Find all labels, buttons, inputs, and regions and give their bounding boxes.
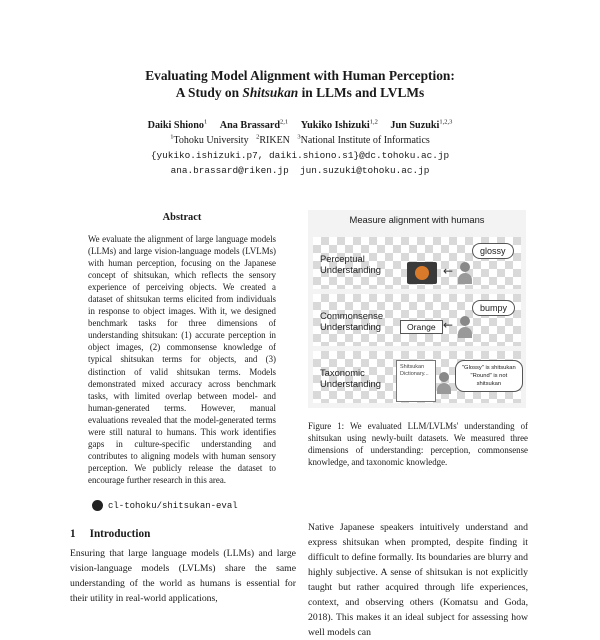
section-heading: 1 Introduction (70, 528, 151, 540)
person-icon (458, 316, 472, 338)
panel-label: Commonsense Understanding (320, 310, 384, 332)
affiliations: $^1$Tohoku University $^2$RIKEN $^3$National Institute of Informatics (170, 133, 430, 146)
paper-title-line1: Evaluating Model Alignment with Human Perception: (145, 68, 455, 83)
object-box: Orange (400, 320, 443, 334)
dictionary-list: Shitsukan Dictionary... (396, 360, 436, 402)
github-icon (92, 500, 103, 511)
author: Daiki Shiono$^1$ (147, 118, 208, 131)
repo-text: cl-tohoku/shitsukan-eval (108, 500, 238, 511)
figure-title: Measure alignment with humans (349, 214, 485, 225)
paper-title-line2 (0, 84, 600, 101)
author: Yukiko Ishizuki$^{1,2}$ (300, 118, 378, 131)
emails-line1: {yukiko.ishizuki.p7, daiki.shiono.s1}@dc.tohoku.ac.jp (150, 150, 450, 161)
abstract-body: We evaluate the alignment of large language models (LLMs) and large vision-language models (LVLMs) with human perception, focusing on the Japanese concept of shitsukan, which reflects the sensory experience of perceiving objects. We created a dataset of shitsukan terms elicited from individuals in response to object images. With it, we designed benchmark tasks for three dimensions of understanding shitsukan: (1) accurate perception in object images, (2) commonsense knowledge of typical shitsukan terms for objects, and (3) distinction of valid shitsukan terms. Models demonstrated mixed accuracy across benchmark tasks, with limited overlap between model- and human-generated terms. However, manual evaluations revealed that the model-generated terms were still natural to humans. This work identifies gaps in culture-specific understanding and contributes to aligning models with human sensory perception. We publicly release the dataset to encourage further research in this area. (88, 234, 276, 485)
author: Jun Suzuki$^{1,2,3}$ (390, 118, 453, 131)
intro-paragraph: Ensuring that large language models (LLMs) and large vision-language models (LVLMs) share the same understanding of the world as humans is essential for their utility in real-world applications, (70, 548, 296, 604)
body-paragraph: Native Japanese speakers intuitively understand and express shitsukan when prompted, despite finding it difficult to define formally. Its boundaries are blurry and highly subjective. A sense of shitsukan is not explicitly taught but rather acquired through life experiences, context, and observing others (Komatsu and Goda, 2018). This makes it an ideal subject for assessing how well models can (308, 522, 528, 638)
repo-link[interactable] (92, 500, 238, 511)
arrow-icon: ← (443, 264, 454, 278)
title-suffix: in LLMs and LVLMs (298, 85, 425, 100)
panel-label: Taxonomic Understanding (320, 367, 381, 389)
title-italic: Shitsukan (242, 85, 299, 100)
object-image (407, 262, 437, 284)
panel-label: Perceptual Understanding (320, 253, 381, 275)
figure-caption: Figure 1: We evaluated LLM/LVLMs' understanding of shitsukan using newly-built datasets. We measured three dimensions of understanding: perception, commonsense knowledge, and taxonomic knowledge. (308, 421, 528, 467)
person-icon (458, 262, 472, 284)
arrow-icon: ← (443, 318, 454, 332)
emails-line2: ana.brassard@riken.jp jun.suzuki@tohoku.ac.jp (170, 165, 430, 176)
author: Ana Brassard$^{2,1}$ (219, 118, 289, 131)
author-list (0, 120, 600, 131)
title-prefix: A Study on (175, 85, 243, 100)
speech-bubble: glossy (472, 243, 514, 259)
speech-bubble: bumpy (472, 300, 515, 316)
abstract-heading: Abstract (162, 212, 202, 223)
person-icon (437, 372, 451, 394)
speech-bubble: "Glossy" is shitsukan "Round" is not shitsukan (455, 360, 523, 392)
